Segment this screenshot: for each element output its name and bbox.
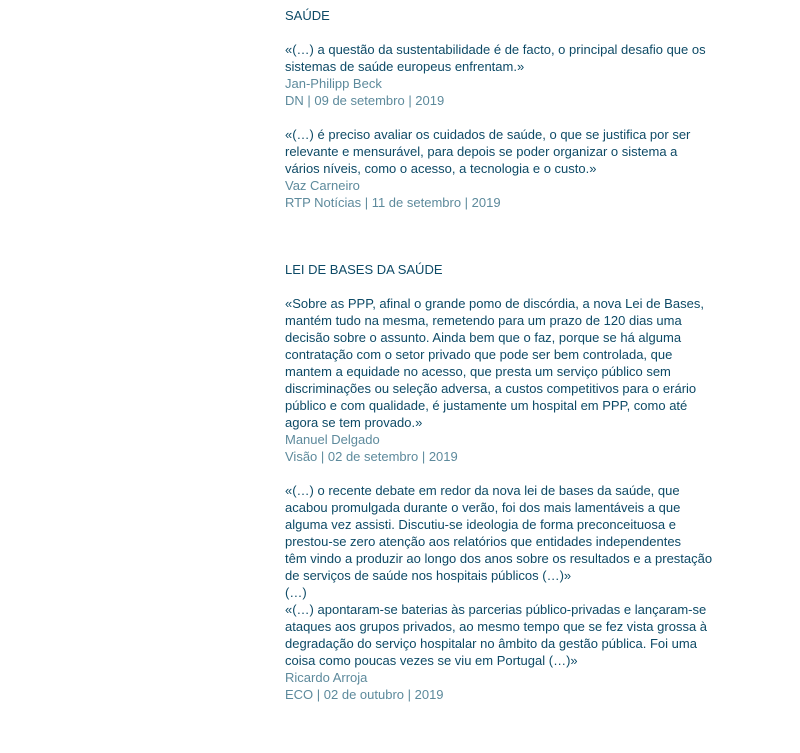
quote-source: ECO | 02 de outubro | 2019 — [285, 687, 444, 702]
quote-author: Ricardo Arroja — [285, 670, 368, 685]
section-lei-de-bases — [285, 261, 730, 703]
quotes-content — [285, 7, 730, 753]
quote-source: RTP Notícias | 11 de setembro | 2019 — [285, 195, 501, 210]
section-saude — [285, 7, 730, 211]
quote-source: Visão | 02 de setembro | 2019 — [285, 449, 458, 464]
quote-author: Vaz Carneiro — [285, 178, 360, 193]
quote-block — [285, 482, 730, 703]
quote-text: «Sobre as PPP, afinal o grande pomo de discórdia, a nova Lei de Bases, mantém tudo na mesma, remetendo para um prazo de 120 dias uma decisão sobre o assunto. Ainda bem que o faz, porque se há alguma contratação com o setor privado que pode ser bem controlada, que mantem a equidade no acesso, que presta um serviço público sem discriminações ou seleção adversa, a custos competitivos para o erário público e com qualidade, é justamente um hospital em PPP, como até agora se tem provado.» — [285, 296, 704, 430]
section-title: SAÚDE — [285, 8, 330, 23]
quote-block — [285, 126, 730, 211]
quote-text: «(…) o recente debate em redor da nova lei de bases da saúde, que acabou promulgada durante o verão, foi dos mais lamentáveis a que alguma vez assisti. Discutiu-se ideologia de forma preconceituosa e prestou-se zero atenção aos relatórios que entidades independentes têm vindo a produzir ao longo dos anos sobre os resultados e a prestação de serviços de saúde nos hospitais públicos (…)» (…) «(…) apontaram-se baterias às parcerias público-privadas e lançaram-se ataques aos grupos privados, ao mesmo tempo que se fez vista grossa à degradação do serviço hospitalar no âmbito da gestão pública. Foi uma coisa como poucas vezes se viu em Portugal (…)» — [285, 483, 713, 668]
quote-text: «(…) é preciso avaliar os cuidados de saúde, o que se justifica por ser relevante e mensurável, para depois se poder organizar o sistema a vários níveis, como o acesso, a tecnologia e o custo.» — [285, 127, 691, 176]
quote-block — [285, 295, 730, 465]
quote-text: «(…) a questão da sustentabilidade é de facto, o principal desafio que os sistemas de saúde europeus enfrentam.» — [285, 42, 706, 74]
quote-source: DN | 09 de setembro | 2019 — [285, 93, 445, 108]
section-title: LEI DE BASES DA SAÚDE — [285, 262, 443, 277]
quote-author: Manuel Delgado — [285, 432, 380, 447]
quote-author: Jan-Philipp Beck — [285, 76, 382, 91]
quote-block — [285, 41, 730, 109]
